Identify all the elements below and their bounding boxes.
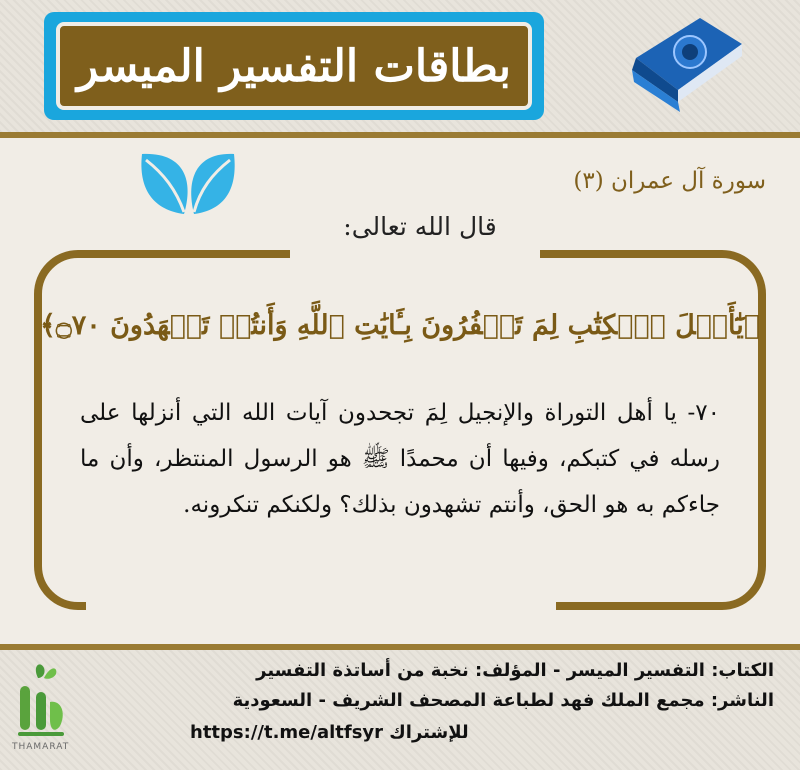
surah-name: سورة آل عمران (٣) [573,168,766,194]
quran-verse: ﴿يَٰٓأَهۡلَ ٱلۡكِتَٰبِ لِمَ تَكۡفُرُونَ بِـَٔايَٰتِ ٱللَّهِ وَأَنتُمۡ تَشۡهَدُونَ ۝٧٠﴾ [40,309,760,341]
quran-book-icon [618,6,748,124]
publisher-info: الناشر: مجمع الملك فهد لطباعة المصحف الشريف - السعودية [232,690,774,711]
verse-band [40,288,760,362]
header-divider [0,132,800,138]
leaves-icon [134,150,242,218]
thamarat-logo [10,656,72,756]
frame-gap [290,246,540,262]
page-title: بطاقات التفسير الميسر [76,40,512,92]
title-banner [56,22,532,110]
logo-caption: THAMARAT [12,742,70,752]
subscribe-link[interactable]: للإشتراك https://t.me/altfsyr [190,722,469,743]
frame-gap [86,600,556,616]
tafsir-text: ٧٠- يا أهل التوراة والإنجيل لِمَ تجحدون آيات الله التي أنزلها على رسله في كتبكم، وفيها أن محمدًا ﷺ هو الرسول المنتظر، وأن ما جاءكم به هو الحق، وأنتم تشهدون بذلك؟ ولكنكم تنكرونه. [80,400,720,518]
intro-heading: قال الله تعالى: [343,212,497,241]
book-info: الكتاب: التفسير الميسر - المؤلف: نخبة من أساتذة التفسير [256,660,774,681]
